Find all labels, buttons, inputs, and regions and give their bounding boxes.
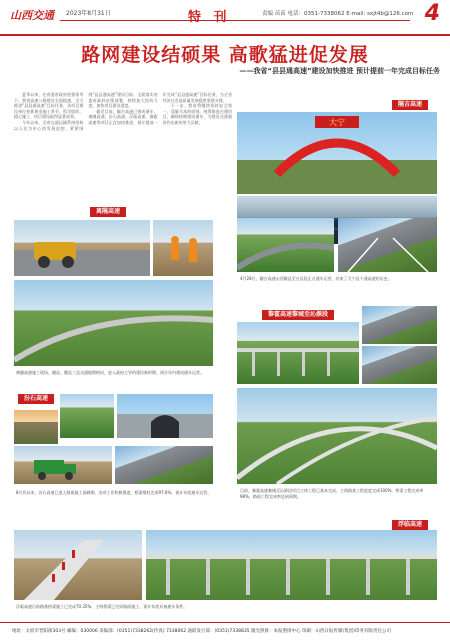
caption-ling-shi: 8月份以来，汾石高速已进入路面施工高峰期，各项工作积极推进，桥梁墩柱完成97.6%，预计年底通车运营。 <box>16 490 212 495</box>
photo-yan-jie-lanes <box>338 218 437 272</box>
tunnel-illustration <box>117 394 213 438</box>
page-footer: 地址：太原市晋阳街303号 邮编：030006 采编部：(0351)7338262(传真) 7338062 通联发行部：(0351)7338835 激光照排：本报照排中心 印刷：山西日报传媒(集团)印务有限责任公司 <box>0 622 450 640</box>
caption-li-ju: 目前，黎霍高速黎城至沁源段项目主体工程已基本完成，主线路基工程进度完成100%，桥梁工程完成率98%，路面工程完成率达到预期。 <box>240 488 424 499</box>
editor-contact: 责编 苗苗 电话：0351-7338062 E-mail: sxjt4b@126.com <box>262 11 414 17</box>
photo-fu-yu-bridge-deck <box>14 530 142 600</box>
arch-label: 大宁 <box>329 118 345 127</box>
bridge-deck-illustration <box>14 530 142 600</box>
page-number: 4 <box>424 1 440 26</box>
photo-li-ju-truck <box>362 306 437 344</box>
photo-opening-ceremony <box>237 112 437 194</box>
aerial-road-illustration <box>14 280 213 366</box>
road-illustration <box>237 218 334 272</box>
page-headline: 路网建设结硕果 高歌猛进促发展 <box>81 44 369 66</box>
ceremony-illustration <box>237 112 437 194</box>
photo-li-ju-interchange <box>237 388 437 484</box>
bridge-illustration <box>237 322 359 384</box>
interchange-illustration <box>237 388 437 484</box>
page-subheadline: ——我省“县县通高速”建设加快推进 预计提前一年完成目标任务 <box>239 67 440 75</box>
photo-ling-shi-site <box>14 410 58 444</box>
workers-illustration <box>153 220 213 276</box>
section-tag-xi-he: 离隰高速 <box>90 207 126 217</box>
trucks-illustration <box>14 446 112 484</box>
photo-workers <box>153 220 213 276</box>
photo-ling-shi-tunnel <box>117 394 213 438</box>
article-paragraph: 下一步，我省将继续坚持安全第一、质量为本的原则，统筹推进在建项目，确保按期建成通车，为建设交通强省作出新的更大贡献。 <box>162 103 232 125</box>
section-tag-ling-shi: 汾石高速 <box>18 394 54 404</box>
section-tag-yan-jie: 隰吉高速 <box>392 100 428 110</box>
section-tag-fu-yu: 浮临高速 <box>392 520 428 530</box>
masthead <box>0 0 450 36</box>
paving-illustration <box>14 220 150 276</box>
masthead-rule <box>60 20 410 21</box>
photo-xi-he-aerial <box>14 280 213 366</box>
article-paragraph: 今年以来，全省交通运输系统坚持以人民为中心的发展思想，紧紧围绕“县县通高速”建设目标，全面落实省委省政府决策部署，持续加大投资力度，加快项目建设进度。 <box>14 92 158 131</box>
photo-fu-yu-viaduct <box>146 530 437 600</box>
article-paragraph: 夏季以来，在省委省政府坚强领导下，我省高速公路建设全面提速，全力推进“县县通高速”目标任务，各项目建设单位抢抓黄金施工季节，科学组织、精心施工，项目建设取得显著成效。 <box>14 92 84 120</box>
photo-li-ju-tanker <box>362 346 437 384</box>
article-body <box>14 92 232 200</box>
photo-ling-shi-trucks <box>14 446 112 484</box>
caption-xi-he: 离隰高速施工现场，隰县、隰县三县交通地理格局，进入政府主导的建设新时期，预计年内建成通车运营。 <box>16 370 204 375</box>
photo-yan-jie-road <box>237 218 334 272</box>
photo-ling-shi-road <box>115 446 213 484</box>
photo-ling-shi-hills <box>60 394 114 438</box>
caption-yan-jie: 4月28日，隰吉高速山西隰县至吉县段正式通车运营，结束了大宁县不通高速的历史。 <box>240 276 392 281</box>
issue-date: 2023年8月31日 <box>66 10 111 17</box>
section-title: 特 刊 <box>188 10 231 25</box>
photo-paving-machine <box>14 220 150 276</box>
newspaper-logo: 山西交通 <box>10 9 54 22</box>
photo-li-ju-bridge <box>237 322 359 384</box>
section-tag-li-ju: 黎霍高速黎城至沁源段 <box>262 310 334 320</box>
article-paragraph: 截至目前，隰吉高速已建成通车，离隰高速、汾石高速、浮临高速、黎霍高速等项目正在加快推进，预计提前一年完成“县县通高速”目标任务，为全省经济社会高质量发展提供坚强支撑。 <box>88 92 232 125</box>
viaduct-illustration <box>146 530 437 600</box>
lanes-illustration <box>338 218 437 272</box>
caption-fu-yu: 浮临高速目前路基桥梁施工已完成70.35%，主线桥梁已完成路面施工，预计年底具备通车条件。 <box>16 604 188 609</box>
